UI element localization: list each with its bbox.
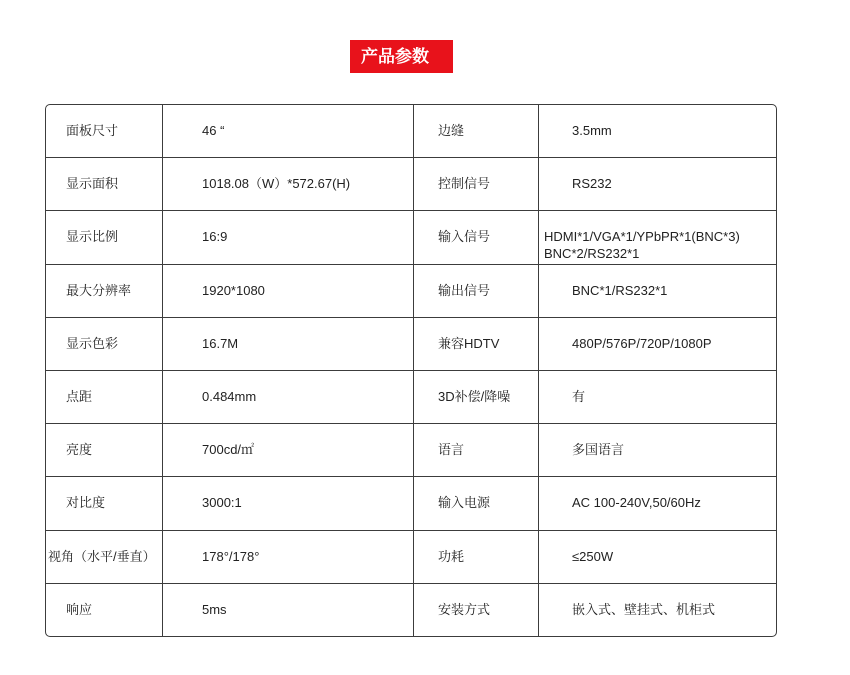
spec-name: 输入信号 (414, 211, 539, 263)
spec-name: 安装方式 (414, 584, 539, 636)
spec-row (46, 531, 776, 584)
spec-value: BNC*1/RS232*1 (572, 282, 668, 298)
spec-value: 3000:1 (163, 477, 414, 529)
spec-name: 语言 (414, 424, 539, 476)
spec-row (46, 477, 776, 530)
spec-name: 兼容HDTV (414, 318, 539, 370)
spec-value-line: BNC*2/RS232*1 (544, 246, 640, 262)
spec-name: 控制信号 (414, 158, 539, 210)
spec-row (46, 371, 776, 424)
spec-value: 嵌入式、壁挂式、机柜式 (572, 601, 716, 617)
spec-value: 16.7M (163, 318, 414, 370)
spec-row (46, 211, 776, 264)
spec-name: 3D补偿/降噪 (414, 371, 539, 423)
spec-value: ≤250W (572, 548, 614, 564)
section-title: 产品参数 (350, 40, 453, 73)
spec-name: 视角（水平/垂直） (46, 531, 163, 583)
spec-name: 显示色彩 (46, 318, 163, 370)
spec-row (46, 584, 776, 636)
spec-row (46, 424, 776, 477)
spec-value: 480P/576P/720P/1080P (572, 335, 712, 351)
spec-name: 显示面积 (46, 158, 163, 210)
spec-value: 1920*1080 (163, 265, 414, 317)
spec-table (45, 104, 777, 637)
spec-value: 5ms (163, 584, 414, 636)
spec-value: 3.5mm (572, 123, 612, 138)
spec-row (46, 158, 776, 211)
spec-value: 16:9 (163, 211, 414, 263)
spec-value: RS232 (572, 176, 612, 192)
spec-value: 有 (572, 389, 586, 405)
spec-name: 显示比例 (46, 211, 163, 263)
spec-value: 1018.08（W）*572.67(H) (163, 158, 414, 210)
spec-name: 对比度 (46, 477, 163, 529)
spec-name: 点距 (46, 371, 163, 423)
spec-name: 最大分辨率 (46, 265, 163, 317)
spec-value: 46 “ (163, 105, 414, 157)
spec-row (46, 318, 776, 371)
spec-value (539, 211, 776, 263)
spec-value-line: HDMI*1/VGA*1/YPbPR*1(BNC*3) (544, 229, 740, 245)
spec-row (46, 105, 776, 158)
spec-value: 178°/178° (163, 531, 414, 583)
spec-name: 面板尺寸 (46, 105, 163, 157)
spec-value: 700cd/㎡ (163, 424, 414, 476)
spec-name: 输入电源 (414, 477, 539, 529)
spec-value: AC 100-240V,50/60Hz (572, 495, 701, 511)
spec-name: 边缝 (414, 105, 539, 157)
spec-value: 0.484mm (163, 371, 414, 423)
spec-value: 多国语言 (572, 442, 625, 458)
spec-row (46, 265, 776, 318)
spec-name: 功耗 (414, 531, 539, 583)
spec-name: 响应 (46, 584, 163, 636)
spec-name: 输出信号 (414, 265, 539, 317)
spec-name: 亮度 (46, 424, 163, 476)
